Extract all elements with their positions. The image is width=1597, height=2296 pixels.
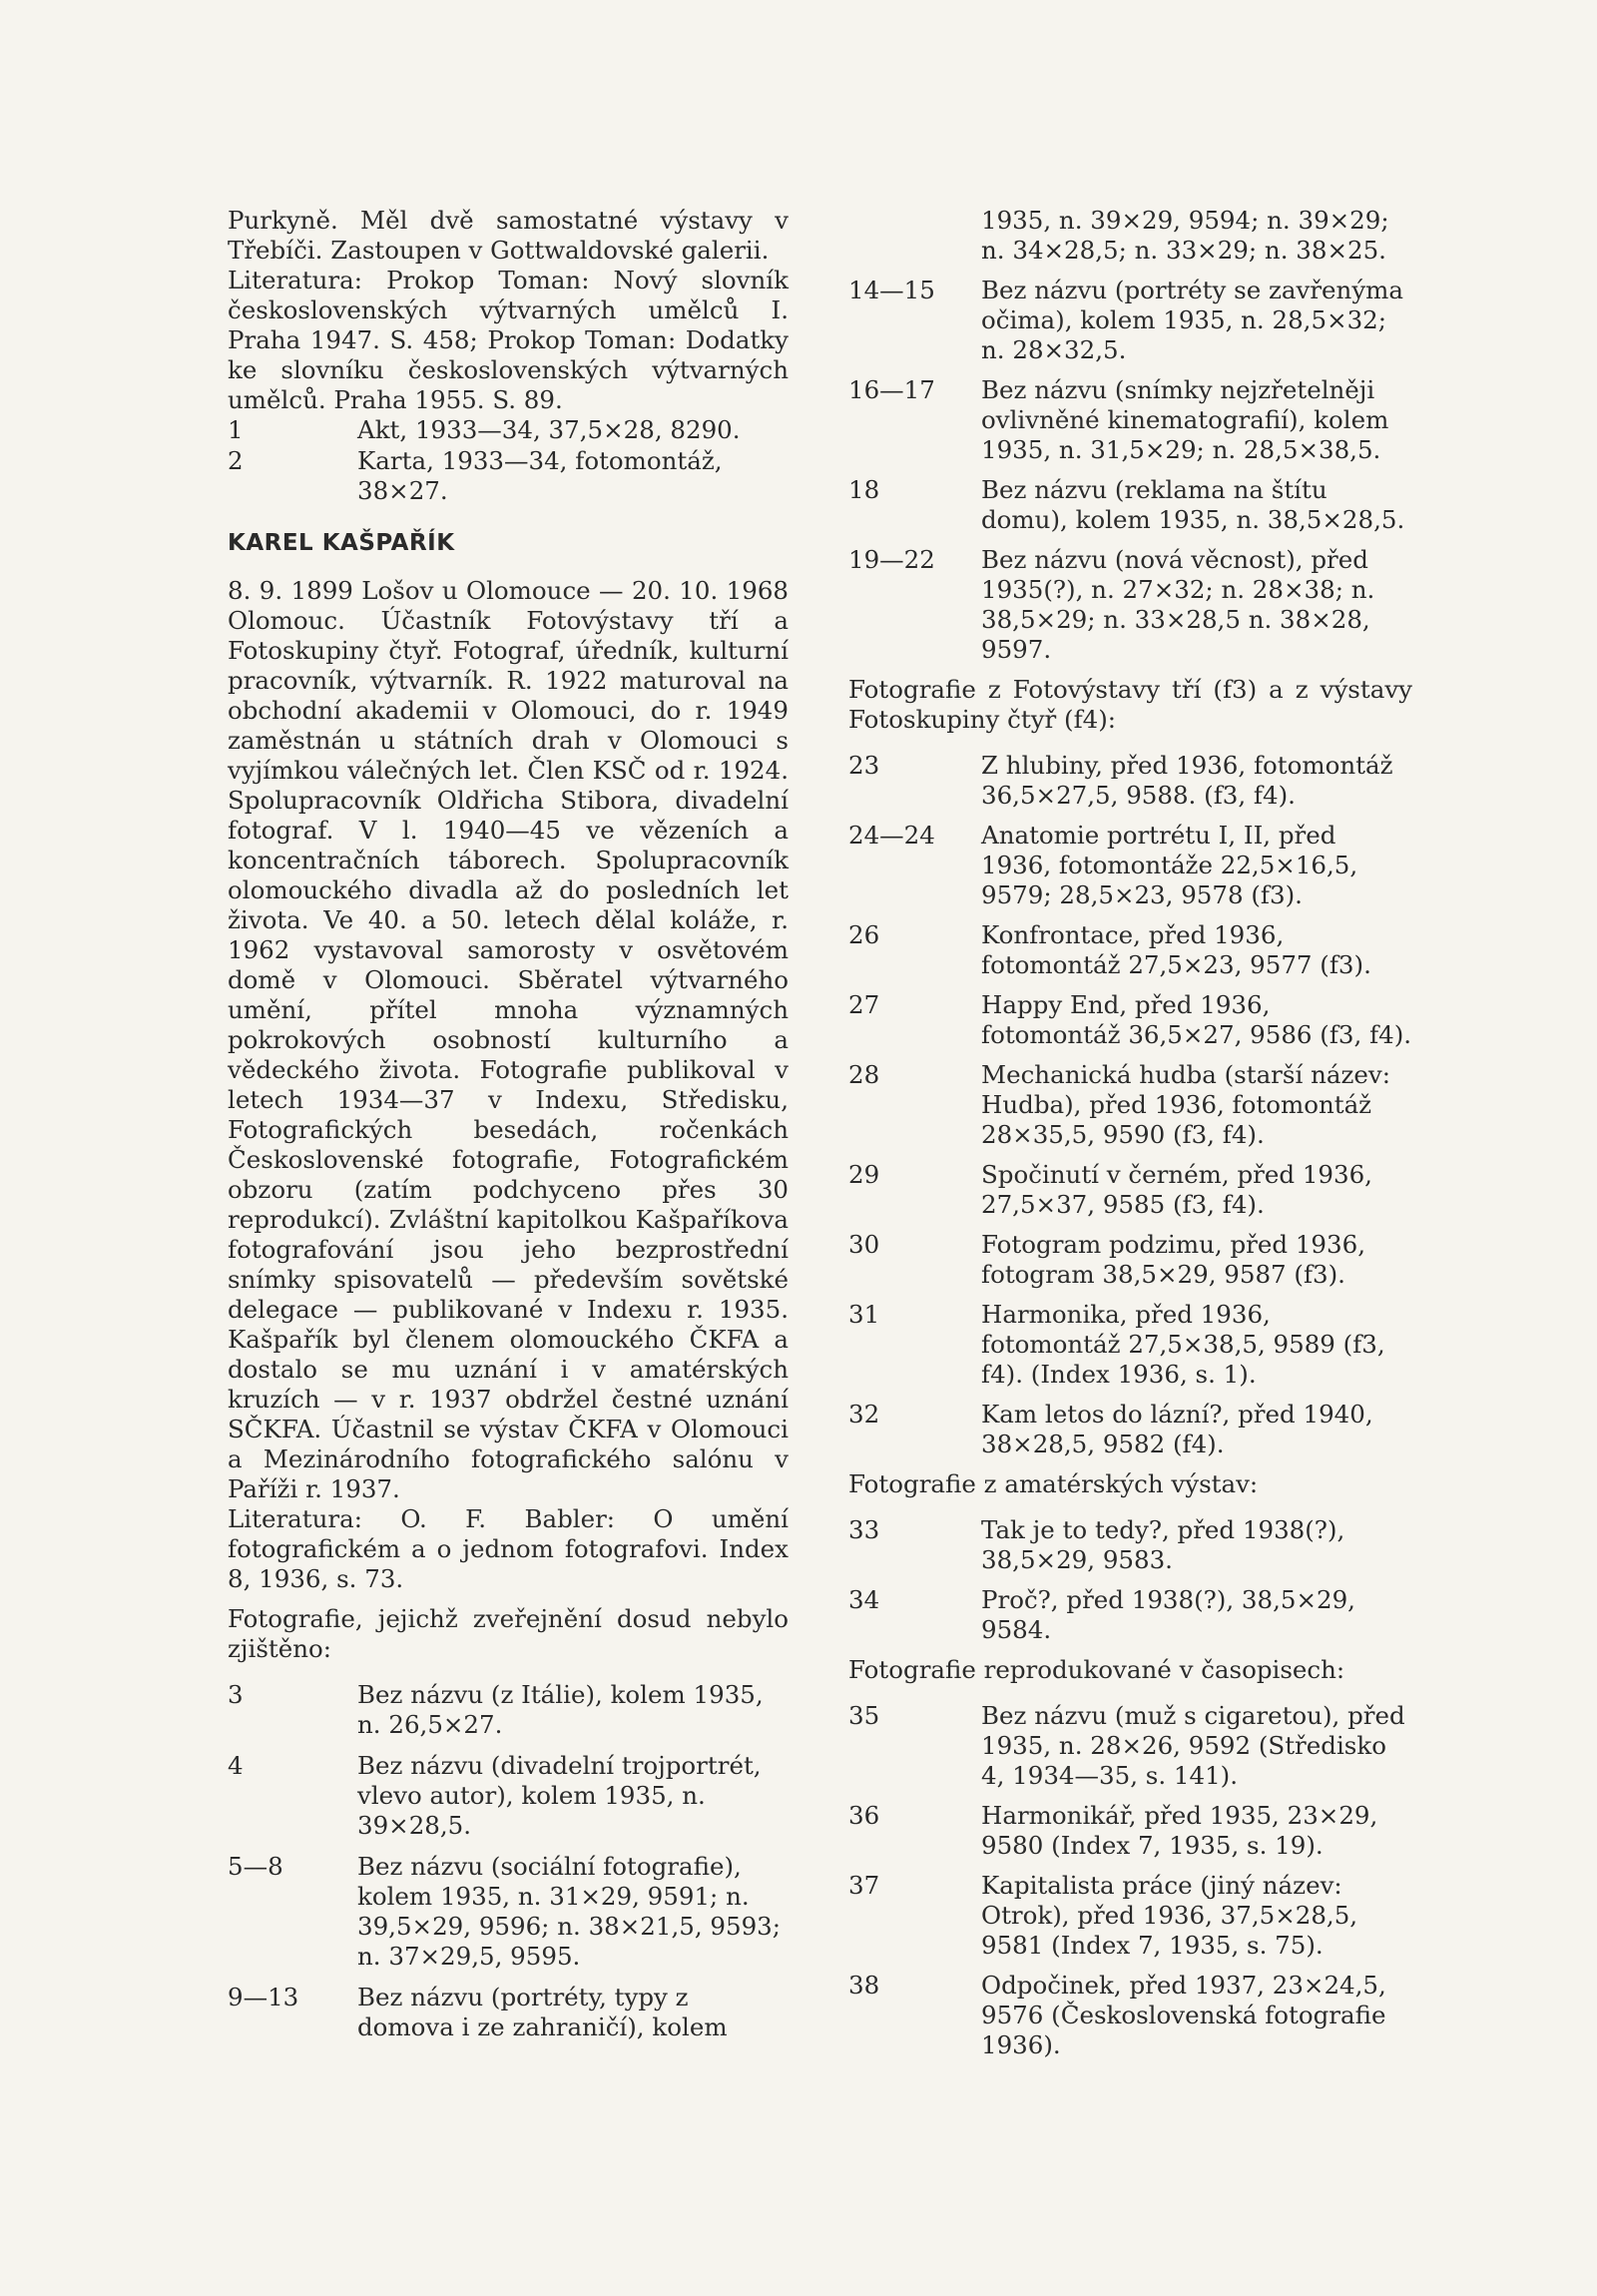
entry-text: Bez názvu (nová věcnost), před 1935(?), n. 27×32; n. 28×38; n. 38,5×29; n. 33×28,5 n. 38×28, 9597. [981,545,1375,664]
entry-text: Tak je to tedy?, před 1938(?), 38,5×29, 9583. [981,1515,1345,1574]
entry-number: 38 [848,1971,880,2000]
entry-number: 28 [848,1060,880,1089]
entry-text: Harmonika, před 1936, fotomontáž 27,5×38,5, 9589 (f3, f4). (Index 1936, s. 1). [981,1300,1385,1389]
list-item [228,1751,789,1841]
entry-text: Happy End, před 1936, fotomontáž 36,5×27, 9586 (f3, f4). [981,990,1412,1049]
entry-number: 5—8 [228,1852,283,1881]
entry-number: 32 [848,1400,880,1429]
entry-text: Spočinutí v černém, před 1936, 27,5×37, 9585 (f3, f4). [981,1160,1372,1219]
literature-toman: Literatura: Prokop Toman: Nový slovník československých výtvarných umělců I. Praha 1947. S. 458; Prokop Toman: Dodatky ke slovníku československých výtvarných umělců. Praha 1955. S. 89. [228,266,789,414]
list-item [848,821,1412,910]
entry-text: Bez názvu (divadelní trojportrét, vlevo autor), kolem 1935, n. 39×28,5. [357,1751,762,1840]
list-item [228,446,789,506]
section-label-exhibition: Fotografie z Fotovýstavy tří (f3) a z výstavy Fotoskupiny čtyř (f4): [848,675,1412,734]
list-item [848,1871,1412,1961]
entry-number: 1 [228,415,244,444]
list-item [228,1983,789,2042]
entry-number: 19—22 [848,545,935,574]
entry-number: 16—17 [848,375,935,404]
entry-number: 27 [848,990,880,1019]
list-item [848,1300,1412,1390]
entry-number: 18 [848,475,880,504]
entry-number: 35 [848,1701,880,1730]
entry-number: 37 [848,1871,880,1900]
list-item [848,1515,1412,1575]
list-item [848,1585,1412,1645]
list-item [228,1852,789,1972]
entry-number: 30 [848,1230,880,1259]
entry-number: 3 [228,1680,244,1709]
entry-number: 24—24 [848,821,935,850]
list-item [848,475,1412,535]
entry-number: 26 [848,920,880,949]
entry-text: Bez názvu (reklama na štítu domu), kolem 1935, n. 38,5×28,5. [981,475,1405,534]
entry-text: Konfrontace, před 1936, fotomontáž 27,5×23, 9577 (f3). [981,920,1371,979]
entry-number: 33 [848,1515,880,1544]
entry-text: Bez názvu (muž s cigaretou), před 1935, n. 28×26, 9592 (Středisko 4, 1934—35, s. 141). [981,1701,1405,1790]
list-item [848,375,1412,465]
intro-text: Purkyně. Měl dvě samostatné výstavy v Třebíči. Zastoupen v Gottwaldovské galerii. [228,206,789,265]
entry-text: Bez názvu (snímky nejzřetelněji ovlivněné kinematografií), kolem 1935, n. 31,5×29; n. 28,5×38,5. [981,375,1389,464]
author-biography: 8. 9. 1899 Lošov u Olomouce — 20. 10. 1968 Olomouc. Účastník Fotovýstavy tří a Fotoskupiny čtyř. Fotograf, úředník, kulturní pracovník, výtvarník. R. 1922 maturoval na obchodní akademii v Olomouci, do r. 1949 zaměstnán u státních drah v Olomouci s vyjímkou válečných let. Člen KSČ od r. 1924. Spolupracovník Oldřicha Stibora, divadelní fotograf. V l. 1940—45 ve vězeních a koncentračních táborech. Spolupracovník olomouckého divadla až do posledních let života. Ve 40. a 50. letech dělal koláže, r. 1962 vystavoval samorosty v osvětovém domě v Olomouci. Sběratel výtvarného umění, přítel mnoha významných pokrokových osobností kulturního a vědeckého života. Fotografie publikoval v letech 1934—37 v Indexu, Středisku, Fotografických besedách, ročenkách Československé fotografie, Fotografickém obzoru (zatím podchyceno přes 30 reprodukcí). Zvláštní kapitolkou Kašpaříkova fotografování jsou jeho bezprostřední snímky spisovatelů — především sovětské delegace — publikované v Indexu r. 1935. Kašpařík byl členem olomouckého ČKFA a dostalo se mu uznání i v amatérských kruzích — v r. 1937 obdržel čestné uznání SČKFA. Účastnil se výstav ČKFA v Olomouci a Mezinárodního fotografického salónu v Paříži r. 1937. [228,576,789,1503]
list-item [228,1680,789,1740]
list-item [848,1060,1412,1150]
literature-babler: Literatura: O. F. Babler: O umění fotografickém a o jednom fotografovi. Index 8, 1936, s. 73. [228,1504,789,1593]
entry-text: Karta, 1933—34, fotomontáž, 38×27. [357,446,723,505]
entry-number: 29 [848,1160,880,1189]
entry-text: Bez názvu (portréty se zavřenýma očima), kolem 1935, n. 28,5×32; n. 28×32,5. [981,276,1404,364]
entry-text: Kapitalista práce (jiný název: Otrok), před 1936, 37,5×28,5, 9581 (Index 7, 1935, s. 75). [981,1871,1358,1960]
entry-number: 36 [848,1801,880,1830]
author-heading: KAREL KAŠPAŘÍK [228,530,455,556]
section-label-amateur: Fotografie z amatérských výstav: [848,1469,1259,1498]
entry-text: Mechanická hudba (starší název: Hudba), před 1936, fotomontáž 28×35,5, 9590 (f3, f4). [981,1060,1390,1149]
list-item [848,1160,1412,1220]
list-item [848,276,1412,365]
list-item [848,1701,1412,1791]
list-item [848,1230,1412,1290]
list-item [848,751,1412,811]
entry-number: 4 [228,1751,244,1780]
section-label-unpublished: Fotografie, jejichž zveřejnění dosud nebylo zjištěno: [228,1604,789,1663]
list-item [848,1971,1412,2060]
entry-text: Harmonikář, před 1935, 23×29, 9580 (Index 7, 1935, s. 19). [981,1801,1378,1860]
list-item [848,990,1412,1050]
entry-text: Akt, 1933—34, 37,5×28, 8290. [357,415,741,444]
entry-text: Bez názvu (sociální fotografie), kolem 1935, n. 31×29, 9591; n. 39,5×29, 9596; n. 38×21,5, 9593; n. 37×29,5, 9595. [357,1852,782,1971]
entry-text: Odpočinek, před 1937, 23×24,5, 9576 (Československá fotografie 1936). [981,1971,1386,2059]
entry-text: Anatomie portrétu I, II, před 1936, fotomontáže 22,5×16,5, 9579; 28,5×23, 9578 (f3). [981,821,1358,909]
entry-text: Bez názvu (z Itálie), kolem 1935, n. 26,5×27. [357,1680,764,1739]
entry-text: Fotogram podzimu, před 1936, fotogram 38,5×29, 9587 (f3). [981,1230,1365,1289]
entry-text: Proč?, před 1938(?), 38,5×29, 9584. [981,1585,1355,1644]
list-item [848,545,1412,665]
entry-text: Bez názvu (portréty, typy z domova i ze zahraničí), kolem [357,1983,728,2041]
entry-number: 23 [848,751,880,780]
section-label-magazines: Fotografie reprodukované v časopisech: [848,1655,1345,1684]
entry-text: Z hlubiny, před 1936, fotomontáž 36,5×27,5, 9588. (f3, f4). [981,751,1393,810]
list-item [848,1801,1412,1861]
left-column [228,206,789,2043]
entry-number: 14—15 [848,276,935,304]
entry-number: 2 [228,446,244,475]
entry-number: 34 [848,1585,880,1614]
entry-number: 9—13 [228,1983,299,2011]
entry-number: 31 [848,1300,880,1329]
list-item [848,920,1412,980]
entry-continuation: 1935, n. 39×29, 9594; n. 39×29; n. 34×28,5; n. 33×29; n. 38×25. [981,206,1389,265]
list-item [848,1400,1412,1459]
entry-text: Kam letos do lázní?, před 1940, 38×28,5, 9582 (f4). [981,1400,1373,1458]
list-item [228,415,789,445]
right-column [848,206,1412,2070]
